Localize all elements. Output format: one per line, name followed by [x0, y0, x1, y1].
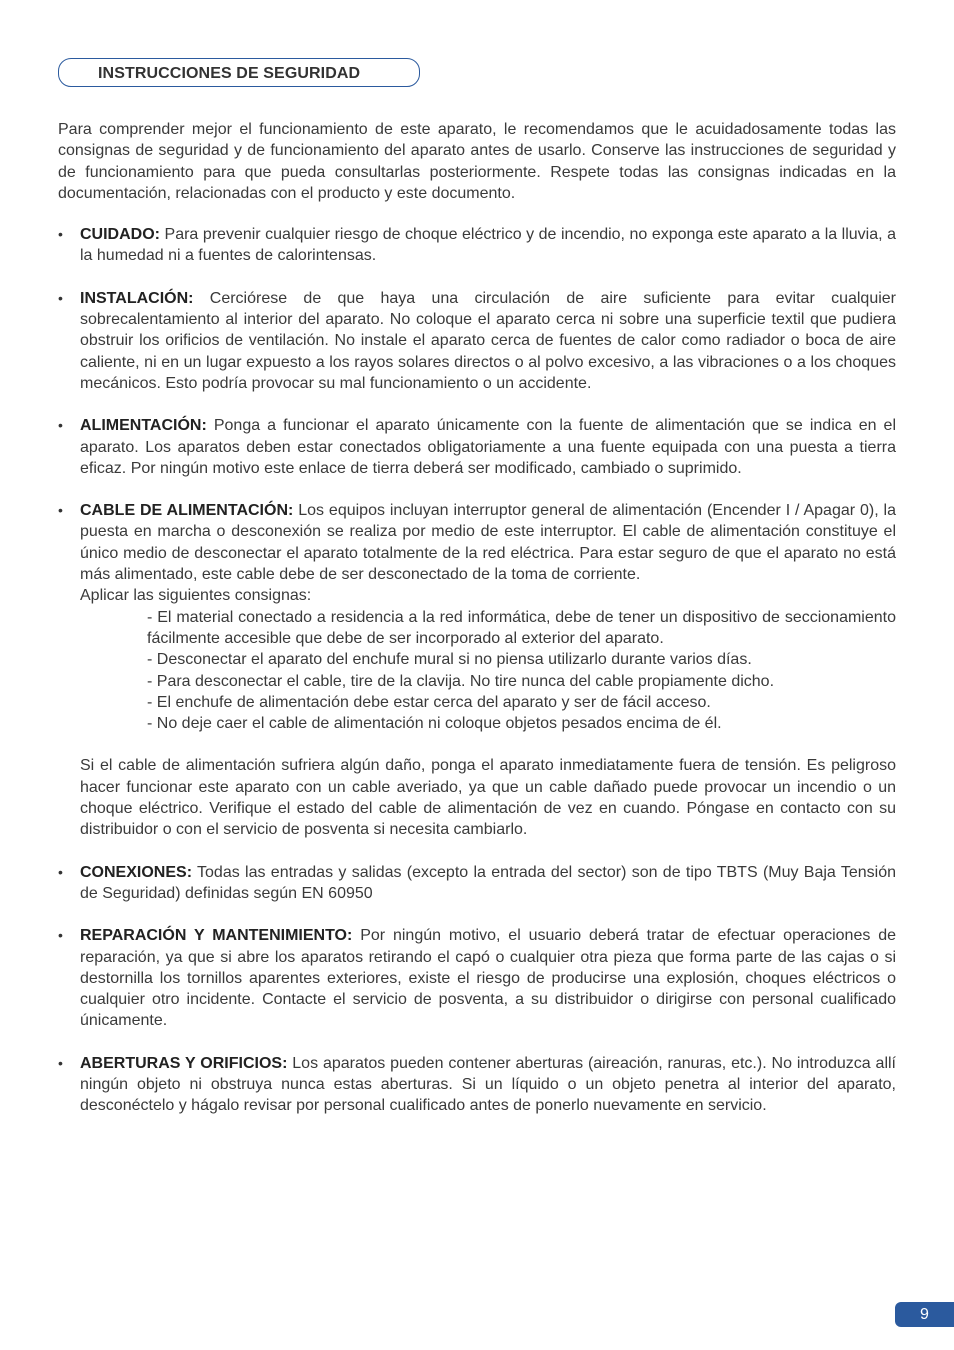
bullet-icon: • — [58, 1054, 63, 1071]
item-title: ALIMENTACIÓN: — [80, 417, 207, 435]
item-text: Todas las entradas y salidas (excepto la entrada del sector) son de tipo TBTS (Muy Baja Tensión de Seguridad) definidas según EN 60950 — [80, 863, 896, 902]
item-text: Para prevenir cualquier riesgo de choque eléctrico y de incendio, no exponga este aparato a la lluvia, a la humedad ni a fuentes de calorintensas. — [80, 226, 896, 265]
document-body — [58, 119, 896, 1138]
item-title: REPARACIÓN Y MANTENIMIENTO: — [80, 927, 353, 945]
bullet-icon: • — [58, 502, 63, 519]
consigna-item: - El enchufe de alimentación debe estar cerca del aparato y ser de fácil acceso. — [147, 693, 711, 711]
list-item-aberturas — [58, 1053, 896, 1117]
list-item-instalacion — [58, 288, 896, 394]
item-title: INSTALACIÓN: — [80, 289, 194, 307]
bullet-icon: • — [58, 289, 63, 306]
consigna-item: - Desconectar el aparato del enchufe mural si no piensa utilizarlo durante varios días. — [147, 651, 752, 669]
item-text: Ponga a funcionar el aparato únicamente con la fuente de alimentación que se indica en el aparato. Los aparatos deben estar conectados obligatoriamente a una fuente equipada con una puesta a tierra eficaz. Por ningún motivo este enlace de tierra deberá ser modificado, cambiado o suprimido. — [80, 417, 896, 477]
item-title: CUIDADO: — [80, 226, 160, 244]
item-text: Cerciórese de que haya una circulación de aire suficiente para evitar cualquier sobrecalentamiento al interior del aparato. No coloque el aparato cerca ni sobre una superficie textil que pudiera obstruir los orificios de ventilación. No instale el aparato cerca de fuentes de calor como radiador o boca de aire caliente, ni en un lugar expuesto a los rayos solares directos o al polvo excesivo, a las vibraciones o a los choques mecánicos. Esto podría provocar su mal funcionamiento o un accidente. — [80, 289, 896, 392]
list-item-cable — [58, 500, 896, 840]
section-header — [58, 58, 420, 87]
item-text: Los aparatos pueden contener aberturas (aireación, ranuras, etc.). No introduzca allí ningún objeto ni obstruya nunca estas aberturas. Si un líquido o un objeto penetra al interior del aparato, desconéctelo y hágalo revisar por personal cualificado antes de ponerlo nuevamente en servicio. — [80, 1054, 896, 1115]
intro-paragraph: Para comprender mejor el funcionamiento de este aparato, le recomendamos que le acuidadosamente todas las consignas de seguridad y de funcionamiento del aparato antes de usarlo. Conserve las instrucciones de seguridad y de funcionamiento para que pueda consultarlas posteriormente. Respete todas las consignas indicadas en la documentación, relacionadas con el producto y este documento. — [58, 121, 896, 202]
list-item-alimentacion — [58, 415, 896, 479]
consignas-list — [80, 607, 896, 735]
list-item-conexiones — [58, 862, 896, 905]
item-paragraph — [80, 500, 896, 585]
bullet-icon: • — [58, 863, 63, 880]
list-item-cuidado — [58, 224, 896, 267]
page-number: 9 — [895, 1302, 954, 1327]
bullet-icon: • — [58, 927, 63, 944]
section-title: INSTRUCCIONES DE SEGURIDAD — [98, 65, 361, 82]
consigna-item: - El material conectado a residencia a la red informática, debe de tener un dispositivo de seccionamiento fácilmente accesible que debe de ser incorporado al exterior del aparato. — [147, 608, 896, 647]
consigna-item: - No deje caer el cable de alimentación ni coloque objetos pesados encima de él. — [147, 715, 722, 733]
consigna-item: - Para desconectar el cable, tire de la clavija. No tire nunca del cable propiamente dicho. — [147, 672, 775, 690]
item-text: Por ningún motivo, el usuario deberá tratar de efectuar operaciones de reparación, ya que si abre los aparatos retirando el capó o cualquier otra pieza que forma parte de las cajas o si destornilla los tornillos aparentes exteriores, existe el riesgo de producirse una explosión, choques eléctricos o cualquier otro incidente. Contacte el servicio de posventa, a su distribuidor o dirigirse con personal cualificado únicamente. — [80, 927, 897, 1030]
list-item-reparacion — [58, 925, 896, 1031]
closing-paragraph: Si el cable de alimentación sufriera algún daño, ponga el aparato inmediatamente fuera de tensión. Es peligroso hacer funcionar este aparato con un cable averiado, ya que un cable dañado puede provocar un incendio o un choque eléctrico. Verifique el estado del cable de alimentación de vez en cuando. Póngase en contacto con su distribuidor o con el servicio de posventa si necesita cambiarlo. — [80, 757, 896, 839]
bullet-icon: • — [58, 226, 63, 243]
item-text: Los equipos incluyan interruptor general de alimentación (Encender I / Apagar 0), la puesta en marcha o desconexión se realiza por medio de este interruptor. El cable de alimentación constituye el único medio de desconectar el aparato totalmente de la red eléctrica. Para estar seguro de que el aparato no está más alimentado, este cable debe de ser desconectado de la toma de corriente. — [80, 502, 896, 584]
item-title: CONEXIONES: — [80, 863, 193, 881]
sub-intro: Aplicar las siguientes consignas: — [80, 587, 312, 605]
item-title: ABERTURAS Y ORIFICIOS: — [80, 1054, 288, 1072]
bullet-icon: • — [58, 417, 63, 434]
item-title: CABLE DE ALIMENTACIÓN: — [80, 502, 294, 520]
